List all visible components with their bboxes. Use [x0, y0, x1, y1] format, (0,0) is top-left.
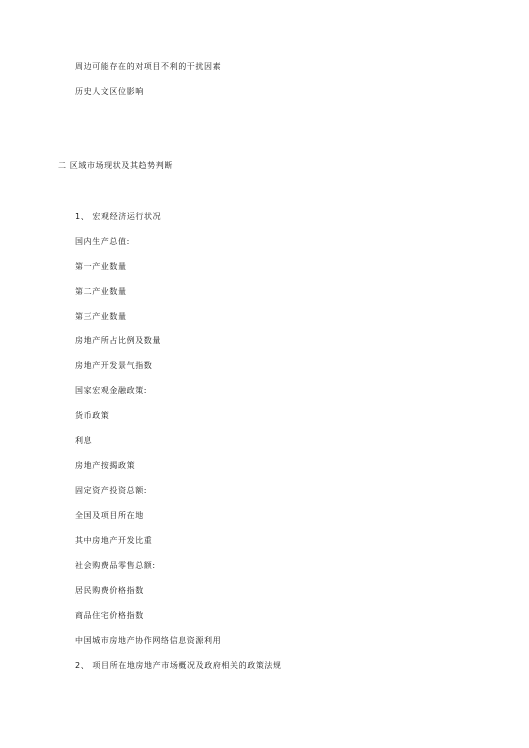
text-line: 固定资产投资总额: [75, 486, 148, 495]
text-line: 房地产按揭政策 [75, 461, 136, 470]
text-line: 历史人文区位影响 [75, 87, 144, 96]
text-line: 第三产业数量 [75, 312, 127, 321]
section-heading: 二 区域市场现状及其趋势判断 [58, 161, 173, 170]
text-line: 第二产业数量 [75, 287, 127, 296]
subsection-heading: 1、 宏观经济运行状况 [75, 212, 162, 221]
text-line: 国家宏观金融政策: [75, 386, 148, 395]
text-line: 商品住宅价格指数 [75, 611, 144, 620]
text-line: 房地产所占比例及数量 [75, 336, 161, 345]
text-line: 国内生产总值: [75, 237, 130, 246]
text-line: 第一产业数量 [75, 262, 127, 271]
text-line: 全国及项目所在地 [75, 511, 144, 520]
subsection-heading: 2、 项目所在地房地产市场概况及政府相关的政策法规 [75, 661, 282, 670]
text-line: 房地产开发景气指数 [75, 361, 153, 370]
text-line: 其中房地产开发比重 [75, 536, 153, 545]
text-line: 居民购费价格指数 [75, 586, 144, 595]
text-line: 中国城市房地产协作网络信息资源利用 [75, 636, 222, 645]
text-line: 社会购费品零售总额: [75, 561, 156, 570]
text-line: 周边可能存在的对项目不利的干扰因素 [75, 62, 222, 71]
text-line: 货币政策 [75, 411, 110, 420]
text-line: 利息 [75, 436, 93, 445]
